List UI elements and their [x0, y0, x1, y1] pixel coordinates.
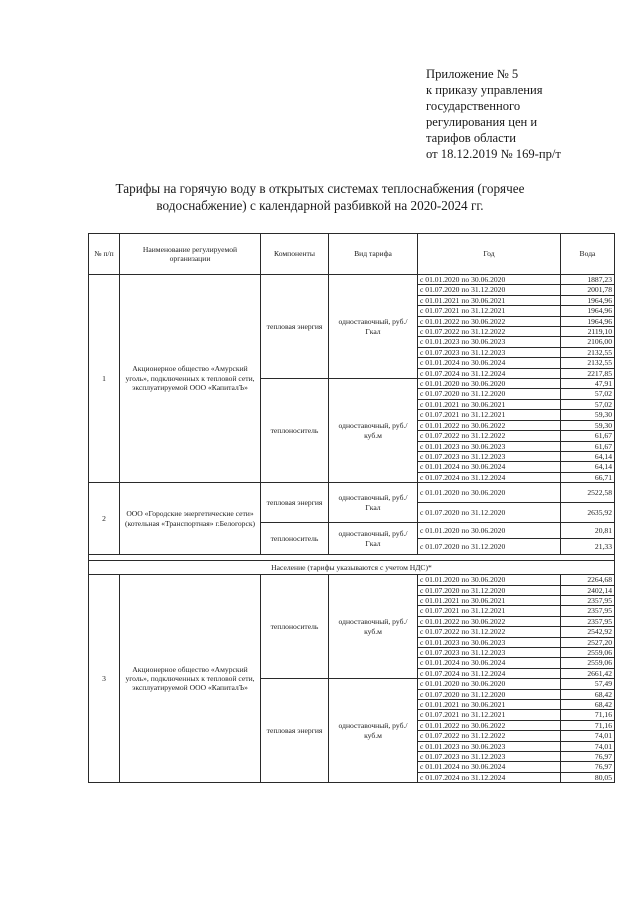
- period-cell: с 01.07.2020 по 31.12.2020: [418, 585, 561, 595]
- value-cell: 2559,06: [561, 647, 615, 657]
- value-cell: 21,33: [561, 539, 615, 555]
- period-cell: с 01.07.2021 по 31.12.2021: [418, 606, 561, 616]
- header-value: Вода: [561, 234, 615, 275]
- period-cell: с 01.01.2023 по 30.06.2023: [418, 637, 561, 647]
- period-cell: с 01.01.2023 по 30.06.2023: [418, 337, 561, 347]
- value-cell: 61,67: [561, 441, 615, 451]
- value-cell: 2001,78: [561, 285, 615, 295]
- header-tariff-type: Вид тарифа: [329, 234, 418, 275]
- period-cell: с 01.01.2024 по 30.06.2024: [418, 658, 561, 668]
- value-cell: 20,81: [561, 523, 615, 539]
- org-number: 3: [89, 575, 120, 783]
- tariff-type-cell: одноставочный, руб./куб.м: [329, 379, 418, 483]
- document-title: Тарифы на горячую воду в открытых системах теплоснабжения (горячее водоснабжение) с календарной разбивкой на 2020-2024 гг.: [115, 181, 525, 213]
- component-cell: теплоноситель: [261, 523, 329, 555]
- component-cell: тепловая энергия: [261, 483, 329, 523]
- period-cell: с 01.07.2021 по 31.12.2021: [418, 710, 561, 720]
- period-cell: с 01.01.2020 по 30.06.2020: [418, 523, 561, 539]
- value-cell: 2522,58: [561, 483, 615, 503]
- period-cell: с 01.01.2023 по 30.06.2023: [418, 741, 561, 751]
- period-cell: с 01.07.2022 по 31.12.2022: [418, 731, 561, 741]
- header-org: Наименование регулируемой организации: [120, 234, 261, 275]
- period-cell: с 01.01.2020 по 30.06.2020: [418, 679, 561, 689]
- value-cell: 57,02: [561, 389, 615, 399]
- table-row: [89, 275, 615, 285]
- period-cell: с 01.07.2024 по 31.12.2024: [418, 472, 561, 482]
- period-cell: с 01.07.2023 по 31.12.2023: [418, 347, 561, 357]
- period-cell: с 01.01.2022 по 30.06.2022: [418, 316, 561, 326]
- header-component: Компоненты: [261, 234, 329, 275]
- value-cell: 2357,95: [561, 616, 615, 626]
- appendix-line: от 18.12.2019 № 169-пр/т: [426, 147, 561, 161]
- appendix-line: регулирования цен и: [426, 115, 538, 129]
- value-cell: 1887,23: [561, 275, 615, 285]
- population-note: Население (тарифы указываются с учетом НДС)*: [89, 561, 615, 575]
- value-cell: 61,67: [561, 431, 615, 441]
- value-cell: 64,14: [561, 462, 615, 472]
- header-period: Год: [418, 234, 561, 275]
- period-cell: с 01.07.2023 по 31.12.2023: [418, 647, 561, 657]
- period-cell: с 01.07.2021 по 31.12.2021: [418, 306, 561, 316]
- period-cell: с 01.01.2022 по 30.06.2022: [418, 616, 561, 626]
- period-cell: с 01.07.2020 по 31.12.2020: [418, 689, 561, 699]
- period-cell: с 01.01.2024 по 30.06.2024: [418, 462, 561, 472]
- tariff-table: [88, 233, 615, 783]
- value-cell: 68,42: [561, 689, 615, 699]
- component-cell: тепловая энергия: [261, 275, 329, 379]
- table-row: [89, 483, 615, 503]
- value-cell: 80,05: [561, 772, 615, 782]
- period-cell: с 01.07.2020 по 31.12.2020: [418, 389, 561, 399]
- period-cell: с 01.01.2021 по 30.06.2021: [418, 700, 561, 710]
- value-cell: 74,01: [561, 731, 615, 741]
- value-cell: 2264,68: [561, 575, 615, 585]
- org-name: ООО «Городские энергетические сети» (котельная «Транспортная» г.Белогорск): [120, 483, 261, 555]
- appendix-line: государственного: [426, 99, 521, 113]
- period-cell: с 01.01.2021 по 30.06.2021: [418, 595, 561, 605]
- period-cell: с 01.07.2024 по 31.12.2024: [418, 368, 561, 378]
- tariff-type-cell: одноставочный, руб./куб.м: [329, 575, 418, 679]
- period-cell: с 01.07.2022 по 31.12.2022: [418, 627, 561, 637]
- value-cell: 64,14: [561, 451, 615, 461]
- period-cell: с 01.01.2021 по 30.06.2021: [418, 399, 561, 409]
- period-cell: с 01.01.2022 по 30.06.2022: [418, 720, 561, 730]
- period-cell: с 01.07.2023 по 31.12.2023: [418, 451, 561, 461]
- period-cell: с 01.01.2020 по 30.06.2020: [418, 483, 561, 503]
- value-cell: 2559,06: [561, 658, 615, 668]
- value-cell: 71,16: [561, 720, 615, 730]
- table-header-row: [89, 234, 615, 275]
- value-cell: 2542,92: [561, 627, 615, 637]
- value-cell: 2635,92: [561, 503, 615, 523]
- value-cell: 2357,95: [561, 606, 615, 616]
- value-cell: 59,30: [561, 420, 615, 430]
- value-cell: 2661,42: [561, 668, 615, 678]
- tariff-type-cell: одноставочный, руб./куб.м: [329, 679, 418, 783]
- value-cell: 1964,96: [561, 295, 615, 305]
- period-cell: с 01.07.2024 по 31.12.2024: [418, 772, 561, 782]
- value-cell: 59,30: [561, 410, 615, 420]
- appendix-line: тарифов области: [426, 131, 516, 145]
- value-cell: 1964,96: [561, 306, 615, 316]
- period-cell: с 01.01.2020 по 30.06.2020: [418, 275, 561, 285]
- period-cell: с 01.01.2021 по 30.06.2021: [418, 295, 561, 305]
- tariff-type-cell: одноставочный, руб./Гкал: [329, 483, 418, 523]
- value-cell: 74,01: [561, 741, 615, 751]
- value-cell: 2402,14: [561, 585, 615, 595]
- tariff-type-cell: одноставочный, руб./Гкал: [329, 523, 418, 555]
- period-cell: с 01.01.2020 по 30.06.2020: [418, 379, 561, 389]
- value-cell: 68,42: [561, 700, 615, 710]
- period-cell: с 01.01.2022 по 30.06.2022: [418, 420, 561, 430]
- table-body: [89, 275, 615, 783]
- period-cell: с 01.01.2020 по 30.06.2020: [418, 575, 561, 585]
- value-cell: 2357,95: [561, 595, 615, 605]
- component-cell: теплоноситель: [261, 575, 329, 679]
- value-cell: 57,49: [561, 679, 615, 689]
- period-cell: с 01.01.2023 по 30.06.2023: [418, 441, 561, 451]
- value-cell: 2132,55: [561, 347, 615, 357]
- org-number: 2: [89, 483, 120, 555]
- period-cell: с 01.07.2020 по 31.12.2020: [418, 285, 561, 295]
- value-cell: 47,91: [561, 379, 615, 389]
- value-cell: 2132,55: [561, 358, 615, 368]
- component-cell: теплоноситель: [261, 379, 329, 483]
- value-cell: 76,97: [561, 752, 615, 762]
- value-cell: 71,16: [561, 710, 615, 720]
- tariff-type-cell: одноставочный, руб./Гкал: [329, 275, 418, 379]
- period-cell: с 01.01.2024 по 30.06.2024: [418, 762, 561, 772]
- period-cell: с 01.07.2024 по 31.12.2024: [418, 668, 561, 678]
- header-num: № п/п: [89, 234, 120, 275]
- table-row: [89, 575, 615, 585]
- period-cell: с 01.07.2021 по 31.12.2021: [418, 410, 561, 420]
- value-cell: 1964,96: [561, 316, 615, 326]
- value-cell: 2217,85: [561, 368, 615, 378]
- period-cell: с 01.07.2020 по 31.12.2020: [418, 539, 561, 555]
- org-name: Акционерное общество «Амурский уголь», подключенных к тепловой сети, эксплуатируемой ООО «КапиталЪ»: [120, 275, 261, 483]
- period-cell: с 01.07.2020 по 31.12.2020: [418, 503, 561, 523]
- period-cell: с 01.07.2022 по 31.12.2022: [418, 327, 561, 337]
- period-cell: с 01.01.2024 по 30.06.2024: [418, 358, 561, 368]
- value-cell: 2106,00: [561, 337, 615, 347]
- appendix-line: Приложение № 5: [426, 67, 519, 81]
- appendix-line: к приказу управления: [426, 83, 543, 97]
- org-number: 1: [89, 275, 120, 483]
- value-cell: 2527,20: [561, 637, 615, 647]
- value-cell: 2119,10: [561, 327, 615, 337]
- value-cell: 57,02: [561, 399, 615, 409]
- period-cell: с 01.07.2022 по 31.12.2022: [418, 431, 561, 441]
- org-name: Акционерное общество «Амурский уголь», подключенных к тепловой сети, эксплуатируемой ООО «КапиталЪ»: [120, 575, 261, 783]
- population-row: [89, 561, 615, 575]
- value-cell: 66,71: [561, 472, 615, 482]
- component-cell: тепловая энергия: [261, 679, 329, 783]
- value-cell: 76,97: [561, 762, 615, 772]
- period-cell: с 01.07.2023 по 31.12.2023: [418, 752, 561, 762]
- appendix-block: [426, 66, 626, 162]
